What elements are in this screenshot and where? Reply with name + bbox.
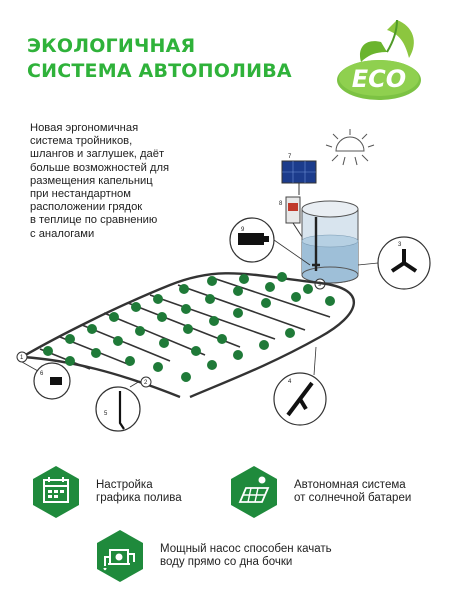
- eco-logo-text: ECO: [351, 65, 407, 93]
- diagram-label-3: 3: [398, 242, 402, 248]
- feature-pump-text: Мощный насос способен качать воду прямо со дна бочки: [160, 542, 332, 568]
- title-line-1: ЭКОЛОГИЧНАЯ: [27, 35, 196, 57]
- solar-panel: [282, 161, 316, 195]
- feature-schedule-text: Настройка графика полива: [96, 478, 182, 504]
- eco-logo: [335, 12, 425, 104]
- title-line-2: СИСТЕМА АВТОПОЛИВА: [27, 60, 292, 82]
- diagram-label-4: 4: [288, 379, 292, 385]
- description-text: Новая эргономичная система тройников, шлангов и заглушек, даёт больше возможностей для размещения капельниц при нестандартном расположении грядок в теплице по сравнению с аналогами: [30, 122, 170, 240]
- callout-dripper-5: [96, 381, 140, 431]
- sun-icon: [326, 129, 374, 165]
- feature-pump: [94, 528, 332, 584]
- irrigation-scheme-diagram: [0, 125, 450, 445]
- callout-tee-4: [274, 347, 326, 425]
- diagram-label-8: 8: [279, 201, 283, 207]
- diagram-label-6: 6: [40, 371, 44, 377]
- diagram-label-2: 2: [144, 380, 148, 386]
- diagram-label-9b: 9: [318, 282, 322, 288]
- diagram-label-1: 1: [20, 355, 24, 361]
- page-title: [27, 34, 292, 84]
- pump-icon: [94, 528, 146, 584]
- water-barrel: [302, 201, 358, 283]
- feature-solar-text: Автономная система от солнечной батареи: [294, 478, 412, 504]
- callout-pump-9: [230, 218, 310, 265]
- feature-schedule: [30, 464, 182, 520]
- solar-panel-icon: [228, 464, 280, 520]
- callout-cross-3: [358, 237, 430, 289]
- diagram-label-7: 7: [288, 154, 292, 160]
- diagram-label-9a: 9: [241, 227, 245, 233]
- feature-solar: [228, 464, 411, 520]
- diagram-label-5: 5: [104, 411, 108, 417]
- calendar-icon: [30, 464, 82, 520]
- callout-plug-6: [22, 362, 70, 399]
